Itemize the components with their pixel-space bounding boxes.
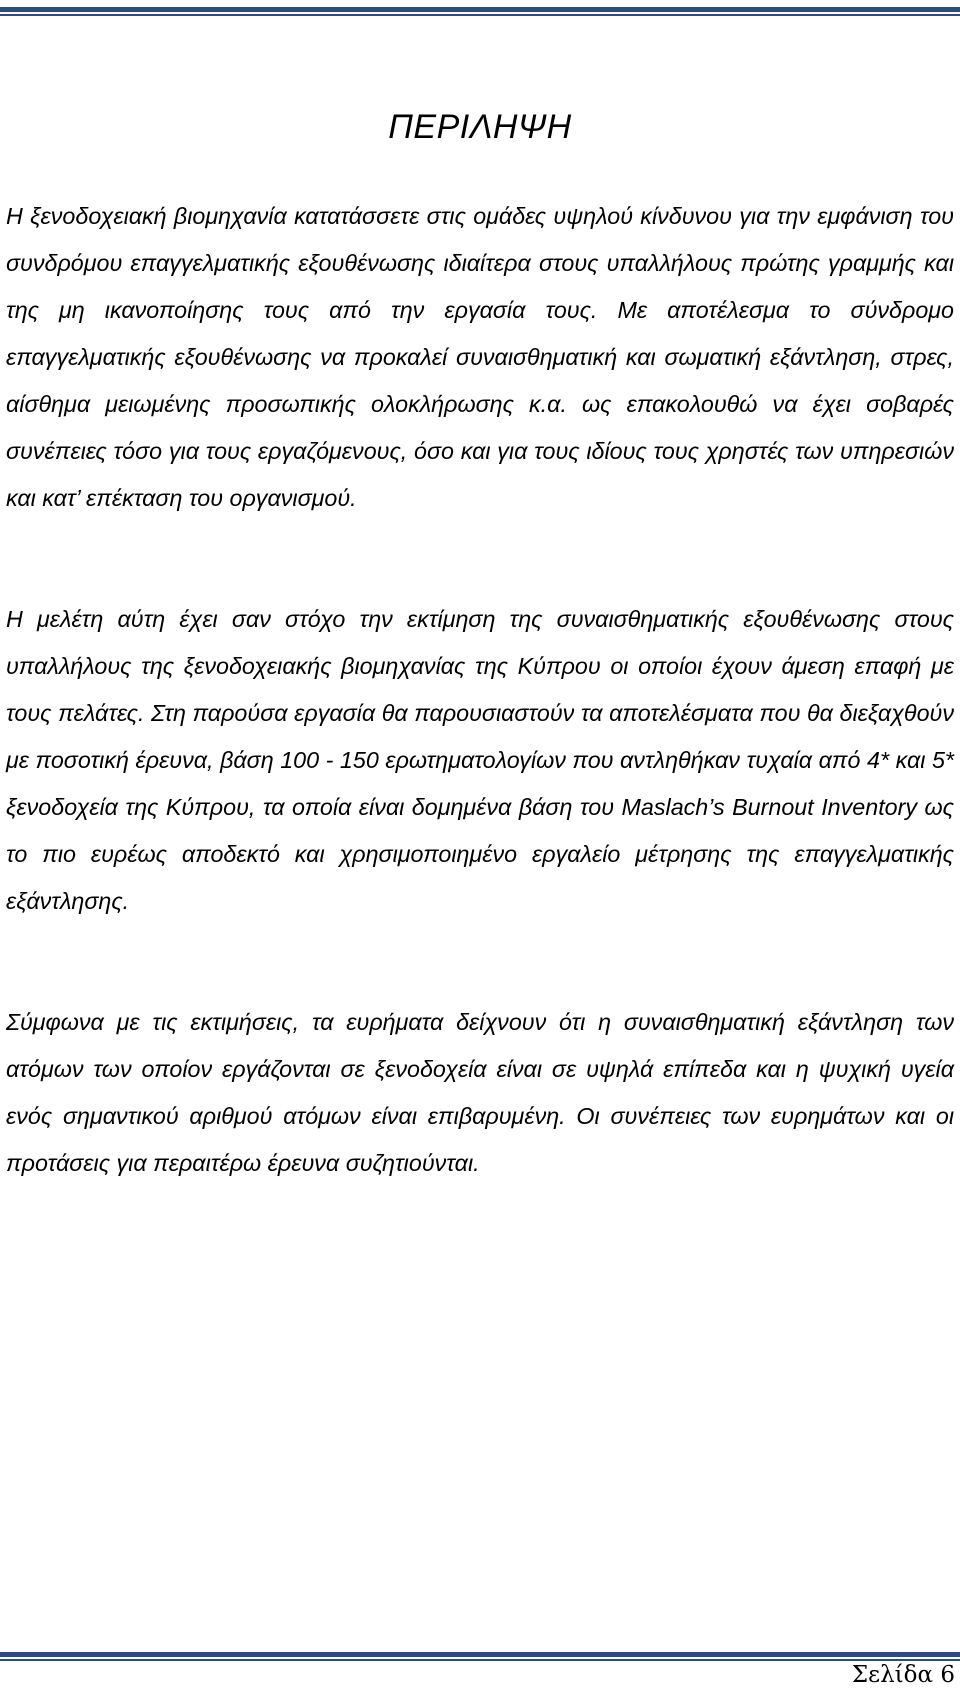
page-title: ΠΕΡΙΛΗΨΗ: [388, 108, 572, 146]
header-rule: [0, 7, 960, 16]
header-rule-thick: [0, 7, 960, 12]
header-rule-thin: [0, 14, 960, 16]
page-number: Σελίδα 6: [851, 1662, 955, 1688]
abstract-paragraph-1: Η ξενοδοχειακή βιομηχανία κατατάσσετε στις ομάδες υψηλού κίνδυνου για την εμφάνιση του συνδρόμου επαγγελματικής εξουθένωσης ιδιαίτερα στους υπαλλήλους πρώτης γραμμής και της μη ικανοποίησης τους από την εργασία τους. Με αποτέλεσμα το σύνδρομο επαγγελματικής εξουθένωσης να προκαλεί συναισθηματική και σωματική εξάντληση, στρες, αίσθημα μειωμένης προσωπικής ολοκλήρωσης κ.α. ως επακολουθώ να έχει σοβαρές συνέπειες τόσο για τους εργαζόμενους, όσο και για τους ιδίους τους χρηστές των υπηρεσιών και κατ’ επέκταση του οργανισμού.: [6, 203, 954, 511]
footer-rule-thick: [0, 1652, 960, 1657]
footer-rule: [0, 1652, 960, 1661]
footer-rule-thin: [0, 1659, 960, 1661]
abstract-paragraph-3: Σύμφωνα με τις εκτιμήσεις, τα ευρήματα δείχνουν ότι η συναισθηματική εξάντληση των ατόμων των οποίον εργάζονται σε ξενοδοχεία είναι σε υψηλά επίπεδα και η ψυχική υγεία ενός σημαντικού αριθμού ατόμων είναι επιβαρυμένη. Οι συνέπειες των ευρημάτων και οι προτάσεις για περαιτέρω έρευνα συζητιούνται.: [6, 1009, 954, 1176]
abstract-paragraph-2: Η μελέτη αύτη έχει σαν στόχο την εκτίμηση της συναισθηματικής εξουθένωσης στους υπαλλήλους της ξενοδοχειακής βιομηχανίας της Κύπρου οι οποίοι έχουν άμεση επαφή με τους πελάτες. Στη παρούσα εργασία θα παρουσιαστούν τα αποτελέσματα που θα διεξαχθούν με ποσοτική έρευνα, βάση 100 - 150 ερωτηματολογίων που αντληθήκαν τυχαία από 4* και 5* ξενοδοχεία της Κύπρου, τα οποία είναι δομημένα βάση του Maslach’s Burnout Inventory ως το πιο ευρέως αποδεκτό και χρησιμοποιημένο εργαλείο μέτρησης της επαγγελματικής εξάντλησης.: [6, 606, 954, 914]
